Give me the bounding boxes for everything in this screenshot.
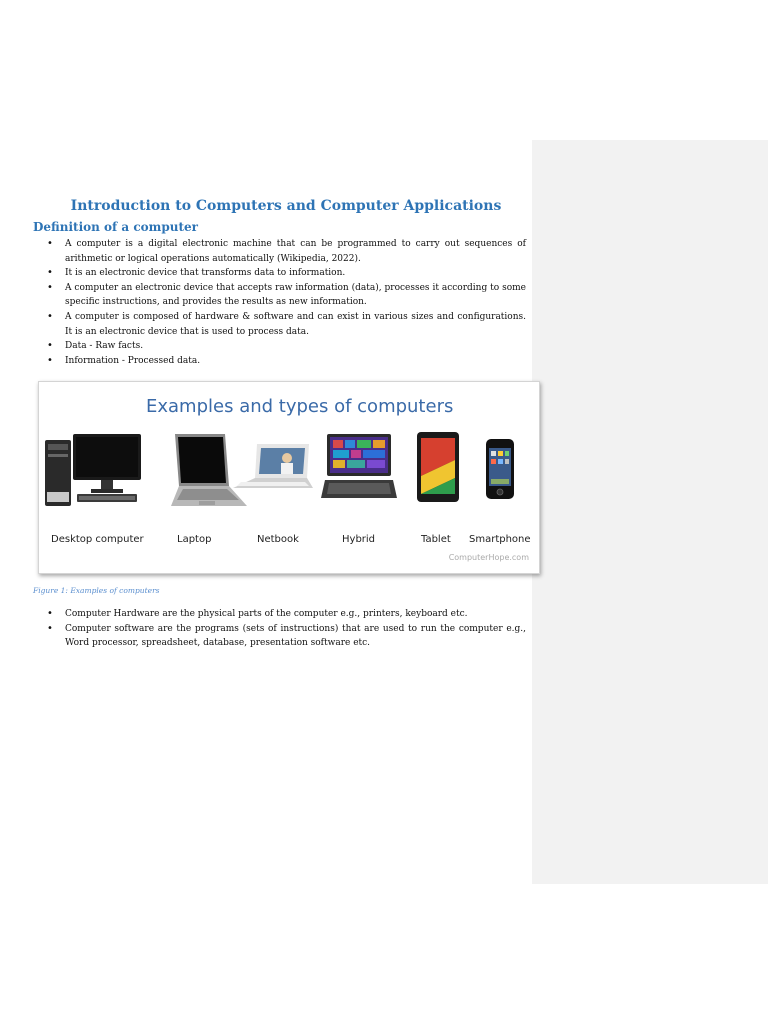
list-item: • A computer is composed of hardware & software and can exist in various sizes and configurations. It is an electronic device that is used to process data. [33,310,526,339]
figure-title: Examples and types of computers [146,396,454,417]
netbook-illustration [231,442,315,502]
smartphone-illustration [485,438,515,500]
section-heading: Definition of a computer [33,220,198,234]
label-smartphone: Smartphone [469,534,531,545]
list-item: • Data - Raw facts. [33,339,526,354]
list-item: • A computer is a digital electronic machine that can be programmed to carry out sequences of arithmetic or logical operations automatically (Wikipedia, 2022). [33,237,526,266]
computer-types-figure [38,381,540,574]
label-tablet: Tablet [421,534,451,545]
label-hybrid: Hybrid [342,534,376,545]
label-desktop-computer: Desktop computer [51,534,144,545]
list-item: • A computer an electronic device that accepts raw information (data), processes it according to some specific instructions, and provides the results as new information. [33,281,526,310]
label-netbook: Netbook [257,534,299,545]
image-credit: ComputerHope.com [448,553,529,562]
document-title: Introduction to Computers and Computer Applications [70,198,502,214]
list-item: • It is an electronic device that transforms data to information. [33,266,526,281]
definition-list [33,237,526,368]
list-item: • Information - Processed data. [33,354,526,369]
figure-caption: Figure 1: Examples of computers [33,586,160,595]
label-laptop: Laptop [177,534,212,545]
tablet-illustration [415,430,461,504]
list-item: • Computer Hardware are the physical parts of the computer e.g., printers, keyboard etc. [33,607,526,622]
hardware-software-list [33,607,526,651]
list-item: • Computer software are the programs (sets of instructions) that are used to run the computer e.g., Word processor, spreadsheet, database, presentation software etc. [33,622,526,651]
hybrid-illustration [317,432,399,508]
desktop-computer-illustration [43,432,143,510]
comment-pane [532,140,768,884]
